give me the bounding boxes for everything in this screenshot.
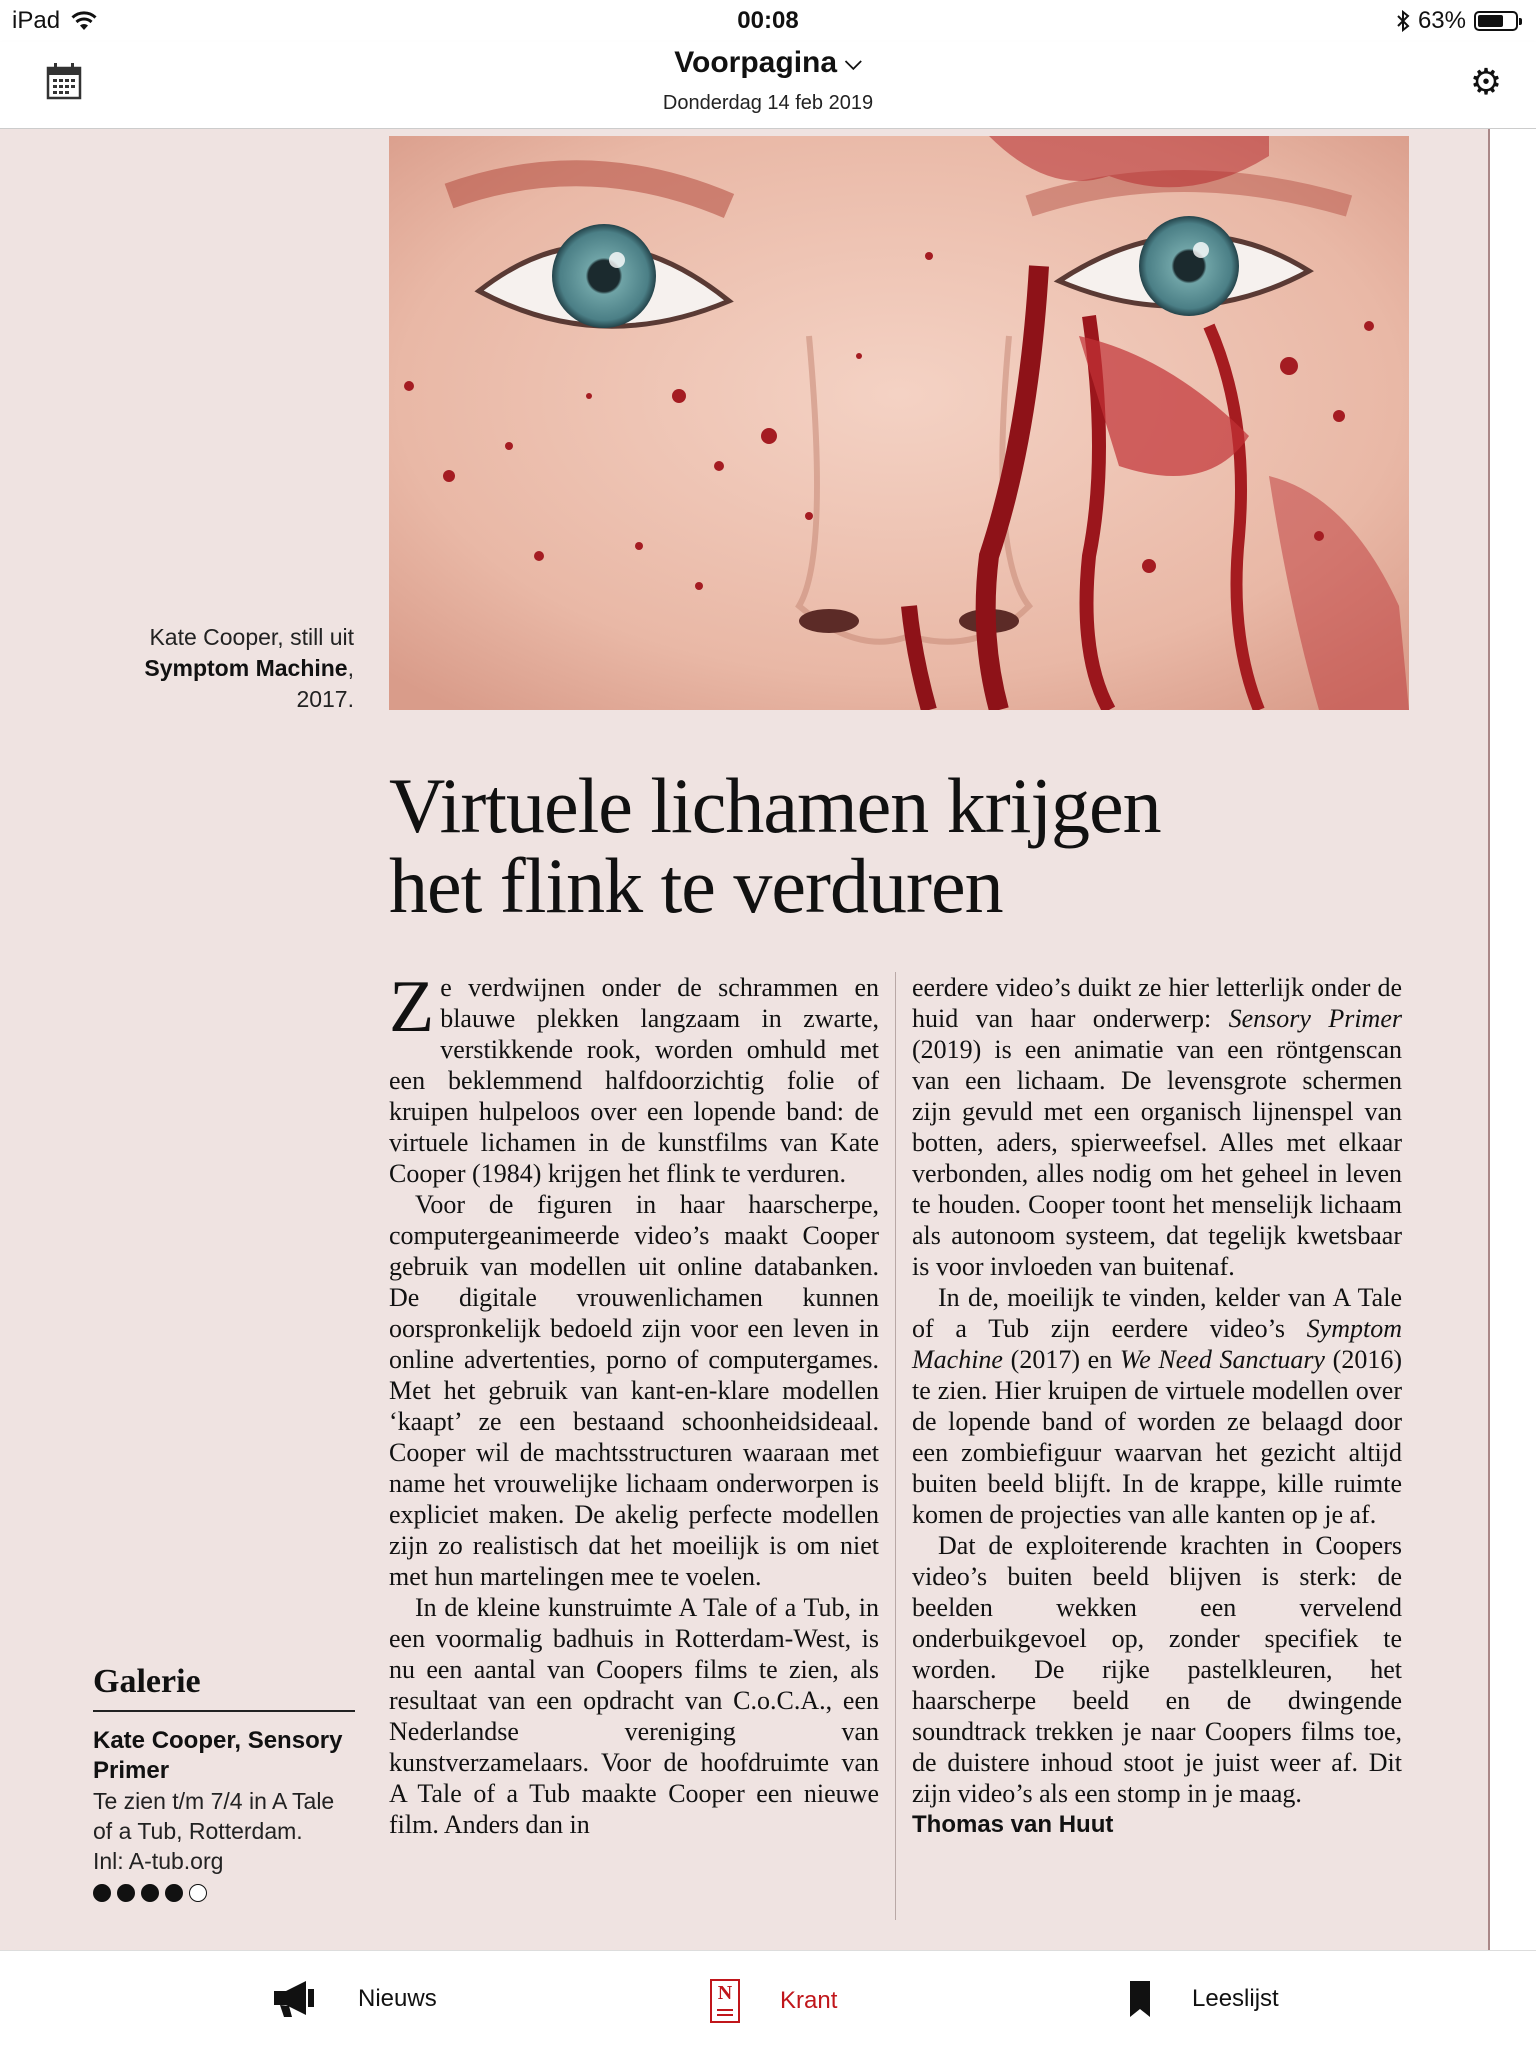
megaphone-icon bbox=[272, 1979, 318, 2019]
exhibition-info: Te zien t/m 7/4 in A Tale of a Tub, Rotterdam. bbox=[93, 1788, 335, 1844]
paragraph-text: (2017) en bbox=[1002, 1345, 1120, 1374]
section-title[interactable]: Voorpagina bbox=[674, 46, 838, 79]
caption-year: 2017. bbox=[296, 686, 354, 712]
byline: Thomas van Huut bbox=[912, 1811, 1114, 1838]
tab-label[interactable]: Leeslijst bbox=[1192, 1985, 1279, 2012]
page-edge bbox=[1488, 129, 1536, 1950]
paragraph-text: eerdere video’s duikt ze hier letterlijk onder de huid van haar onderwerp: bbox=[912, 973, 1402, 1033]
article-paragraph bbox=[912, 1282, 1402, 1530]
paragraph-text: In de, moeilijk te vinden, kelder van A Tale of a Tub zijn eerdere video’s bbox=[912, 1283, 1402, 1343]
exhibition-title: Kate Cooper, Sensory Primer bbox=[93, 1727, 343, 1784]
bookmark-icon bbox=[1128, 1979, 1152, 2019]
galerie-heading: Galerie bbox=[93, 1660, 355, 1712]
exhibition-website: Inl: A-tub.org bbox=[93, 1848, 224, 1874]
drop-cap: Z bbox=[389, 966, 435, 1048]
tab-label[interactable]: Nieuws bbox=[358, 1985, 437, 2012]
work-title: Symptom Machine bbox=[912, 1314, 1402, 1374]
rating-dot-filled bbox=[165, 1884, 183, 1902]
article-paragraph: In de kleine kunstruimte A Tale of a Tub, in een voormalig badhuis in Rotterdam-West, is nu een aantal van Coopers films te zien, als resultaat van een opdracht van C.o.C.A., een Nederlandse vereniging van kunstverzamelaars. Voor de hoofdruimte van A Tale of a Tub maakte Cooper een nieuwe film. Anders dan in bbox=[389, 1593, 879, 1839]
nav-bar bbox=[0, 42, 1536, 129]
article-column-2 bbox=[912, 972, 1402, 1840]
headline-line-1: Virtuele lichamen krijgen bbox=[389, 762, 1161, 849]
gear-icon[interactable]: ⚙ bbox=[1469, 61, 1503, 102]
device-label: iPad bbox=[12, 7, 61, 34]
section-selector[interactable] bbox=[0, 46, 1536, 80]
work-title: We Need Sanctuary bbox=[1119, 1345, 1325, 1374]
article-photo[interactable] bbox=[389, 136, 1409, 710]
rating-dot-empty bbox=[189, 1884, 207, 1902]
tab-bar bbox=[0, 1950, 1536, 2049]
rating-dot-filled bbox=[93, 1884, 111, 1902]
tab-leeslijst[interactable] bbox=[1128, 1979, 1279, 2019]
headline-line-2: het flink te verduren bbox=[389, 842, 1003, 929]
article-paragraph: Voor de figuren in haar haarscherpe, computergeanimeerde video’s maakt Cooper gebruik van modellen uit online databanken. De digitale vrouwenlichamen kunnen oorspronkelijk bedoeld zijn voor een leven in online advertenties, porno of computergames. Met het gebruik van kant-en-klare modellen ‘kaapt’ ze een bestaand schoonheidsideaal. Cooper wil de machtsstructuren waaraan met name het vrouwelijke lichaam onderworpen is expliciet maken. De akelig perfecte modellen zijn zo realistisch dat het moeilijk is om niet met hun martelingen mee te voelen. bbox=[389, 1190, 879, 1591]
photo-caption bbox=[100, 622, 354, 715]
article-headline[interactable] bbox=[389, 762, 1389, 929]
article-paragraph bbox=[912, 972, 1402, 1282]
tab-label[interactable]: Krant bbox=[780, 1987, 838, 2014]
bluetooth-icon bbox=[1396, 10, 1410, 32]
work-title: Sensory Primer bbox=[1228, 1004, 1402, 1033]
caption-text: Kate Cooper, still uit bbox=[149, 624, 354, 650]
face-image bbox=[389, 136, 1409, 710]
status-bar bbox=[0, 0, 1536, 42]
battery-percent: 63% bbox=[1417, 7, 1466, 34]
battery-icon bbox=[1474, 11, 1518, 31]
caption-work-title: Symptom Machine bbox=[144, 655, 348, 681]
caption-comma: , bbox=[347, 655, 354, 681]
status-time: 00:08 bbox=[737, 7, 799, 34]
article-paragraph: Dat de exploiterende krachten in Coopers video’s buiten beeld blijven is sterk: de beelden wekken een vervelend onderbuikgevoel op, zonder specifiek te worden. De rijke pastelkleuren, het haarscherpe beeld en de dwingende soundtrack trekken je naar Coopers films toe, de duistere inhoud stoot je juist weer af. Dit zijn video’s als een stomp in je maag. bbox=[912, 1531, 1402, 1808]
column-divider bbox=[895, 972, 896, 1920]
tab-nieuws[interactable] bbox=[272, 1979, 437, 2019]
rating bbox=[93, 1884, 355, 1902]
rating-dot-filled bbox=[141, 1884, 159, 1902]
status-right bbox=[1396, 7, 1518, 35]
article-paragraph bbox=[389, 966, 879, 1189]
edition-date: Donderdag 14 feb 2019 bbox=[662, 92, 874, 114]
article-column-1 bbox=[389, 966, 879, 1840]
newspaper-icon: N bbox=[710, 1979, 740, 2023]
paragraph-text: (2016) te zien. Hier kruipen de virtuele modellen over de lopende band of worden ze belaagd door een zombiefiguur waarvan het gezicht altijd buiten beeld blijft. In de krappe, kille ruimte komen de projecties van alle kanten op je af. bbox=[912, 1345, 1402, 1529]
rating-dot-filled bbox=[117, 1884, 135, 1902]
galerie-box bbox=[93, 1660, 355, 1902]
paragraph-text: (2019) is een animatie van een röntgenscan van een lichaam. De levensgrote schermen zijn gevuld met een organisch lijnenspel van botten, aders, spierweefsel. Alles met elkaar verbonden, alles nodig om het geheel in leven te houden. Cooper toont het menselijk lichaam als autonoom systeem, dat tegelijk kwetsbaar is voor invloeden van buitenaf. bbox=[912, 1035, 1402, 1281]
paragraph-text: e verdwijnen onder de schrammen en blauwe plekken langzaam in zwarte, verstikkende rook, worden omhuld met een beklemmend halfdoorzichtig folie of kruipen hulpeloos over een lopende band: de virtuele lichamen in de kunstfilms van Kate Cooper (1984) krijgen het flink te verduren. bbox=[389, 973, 879, 1188]
tab-krant[interactable] bbox=[710, 1979, 837, 2023]
chevron-down-icon[interactable]: ⌵ bbox=[845, 49, 862, 74]
